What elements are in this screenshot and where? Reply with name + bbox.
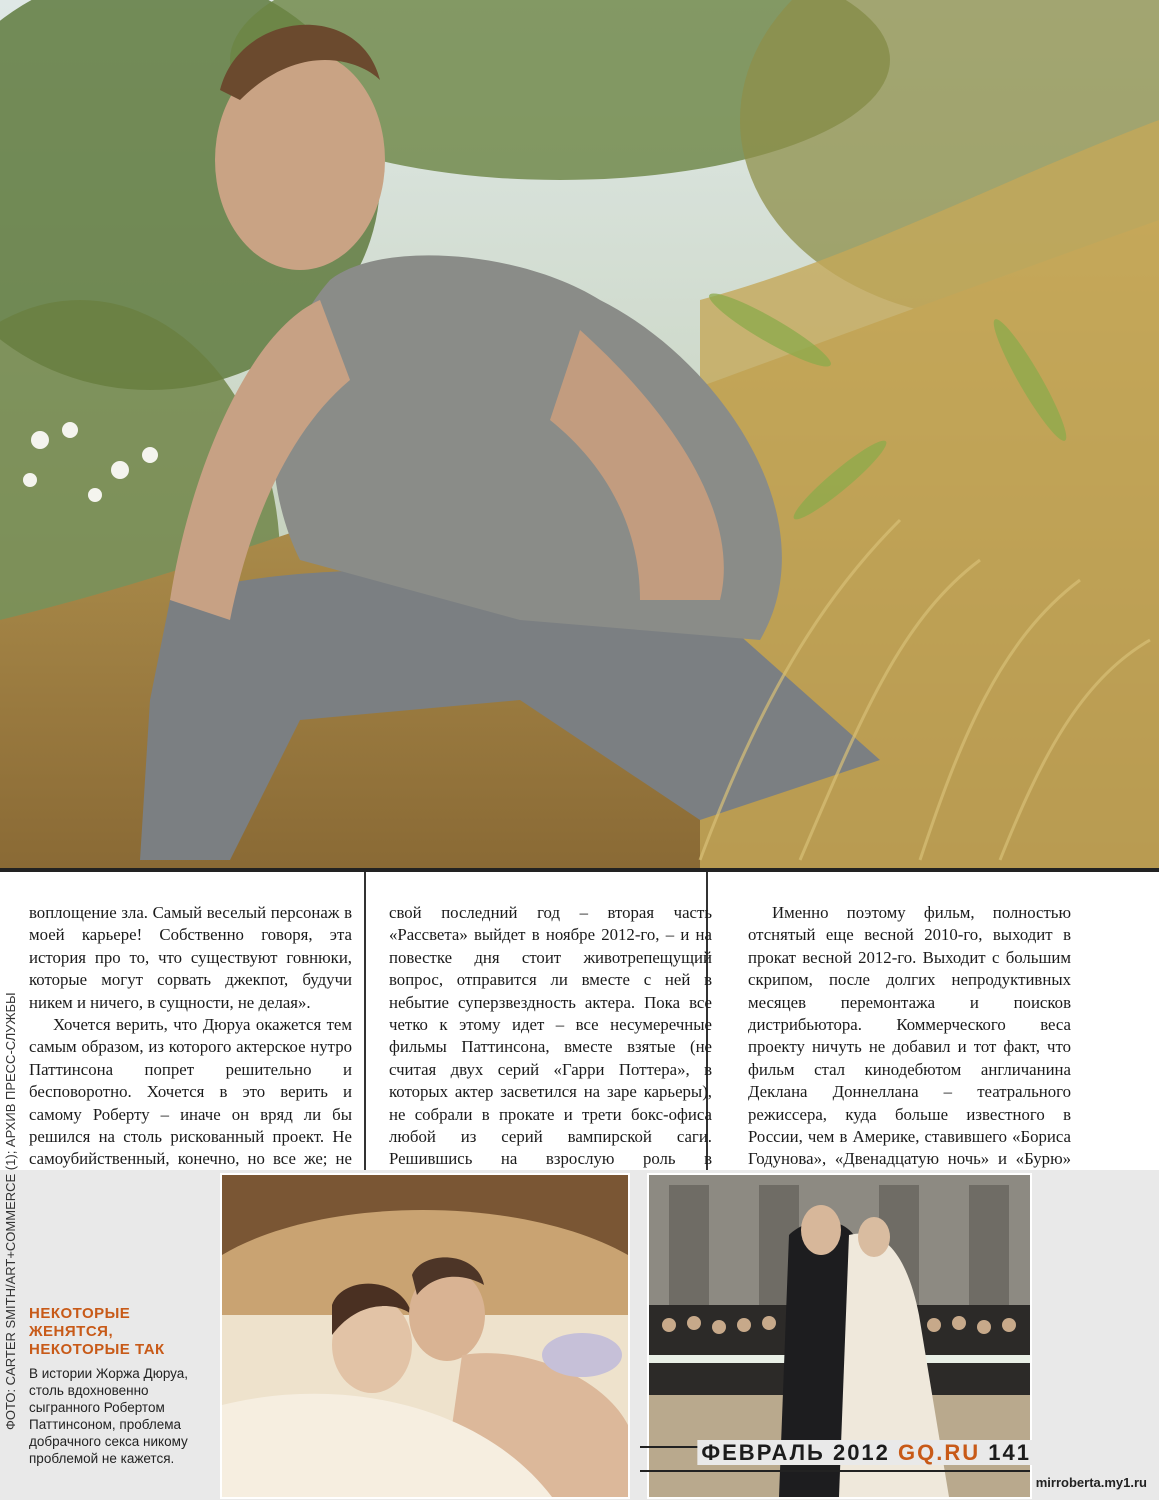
paragraph: воплощение зла. Самый веселый персонаж в моей карьере! Собственно говоря, эта история про то, что существуют говнюки, которые могут сорвать джекпот, будучи никем и ничего, в сущности, не делая». [29,903,352,1012]
photo-caption [29,1305,214,1467]
caption-text: В истории Жоржа Дюруа, столь вдохновенно сыгранного Робертом Паттинсоном, проблема добрачного секса никому проблемой не кажется. [29,1366,189,1466]
bed-scene-illustration [222,1175,628,1497]
caption-title: НЕКОТОРЫЕ ЖЕНЯТСЯ, НЕКОТОРЫЕ ТАК [29,1305,165,1358]
article-column-1 [29,902,352,1216]
article-columns [0,868,1159,1170]
folio-rule [640,1470,1030,1472]
paragraph: Хочется верить, что Дюруа окажется тем самым образом, из которого актерское нутро Паттинсона попрет решительно и бесповоротно. Хочется в это верить и самому Роберту – иначе он вряд ли бы решился на столь рискованный проект. Не самоубийственный, конечно, но все же; не [29,1015,352,1169]
page-number: 141 [988,1440,1031,1465]
paragraph: свой последний год – вторая часть «Рассвета» выйдет в ноябре 2012-го, – и на повестке дня стоит животрепещущий вопрос, отправится ли вместе с ней в небытие суперзвездность актера. Пока все четко к этому идет – все несумеречные фильмы Паттинсона, вместе взятые (не считая двух серий «Гарри Поттера», в которых актер засветился на заре карьеры), не собрали в прокате и трети бокс-офиса любой из серий вампирской саги. Решившись на взрослую роль в [389,903,712,1169]
folio-wrap [697,1440,1035,1465]
page-folio [697,1440,1035,1466]
photo-credit: ФОТО: CARTER SMITH/ART+COMMERCE (1); АРХИВ ПРЕСС-СЛУЖБЫ [3,992,18,1430]
article-column-2 [389,902,712,1216]
folio-month: ФЕВРАЛЬ 2012 [701,1440,890,1465]
watermark: mirroberta.my1.ru [1035,1475,1147,1490]
paragraph-text: Именно поэтому фильм, полностью отснятый еще весной 2010-го, выходит в прокат весной 2012-го. Выходит с большим скрипом, после долгих непродуктивных месяцев перемонтажа и поисков дистрибьютора. Коммерческого веса проекту ничуть не добавил и тот факт, что фильм стал кинодебютом англичанина Деклана Доннеллана – театрального режиссера, куда больше известного в России, чем в Америке, ставившего «Бориса Годунова», «Двенадцатую ночь» и «Бурю» [748,903,1071,1169]
folio-site: GQ.RU [898,1440,981,1465]
column-divider [364,872,366,1174]
bed-scene-photo [220,1173,630,1499]
